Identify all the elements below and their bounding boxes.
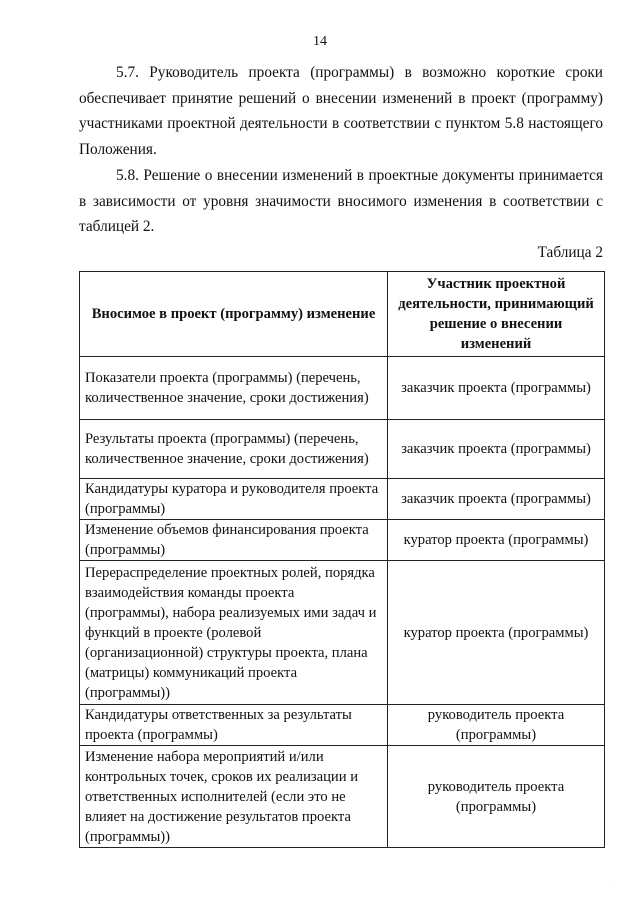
- paragraph-5-8: 5.8. Решение о внесении изменений в проектные документы принимается в зависимости от уровня значимости вносимого изменения в соответствии с таблицей 2.: [79, 167, 603, 235]
- cell-decision-maker: руководитель проекта (программы): [388, 705, 605, 746]
- cell-change: Изменение объемов финансирования проекта (программы): [80, 520, 388, 561]
- changes-table: [79, 271, 605, 848]
- cell-decision-maker: заказчик проекта (программы): [388, 479, 605, 520]
- cell-decision-maker: куратор проекта (программы): [388, 520, 605, 561]
- cell-decision-maker: заказчик проекта (программы): [388, 420, 605, 479]
- cell-change: Показатели проекта (программы) (перечень, количественное значение, сроки достижения): [80, 357, 388, 420]
- table-row: [80, 746, 605, 848]
- table-row: [80, 561, 605, 705]
- cell-change: Результаты проекта (программы) (перечень, количественное значение, сроки достижения): [80, 420, 388, 479]
- header-change: Вносимое в проект (программу) изменение: [80, 272, 388, 357]
- header-decision-maker: Участник проектной деятельности, принимающий решение о внесении изменений: [388, 272, 605, 357]
- table-row: [80, 705, 605, 746]
- cell-change: Перераспределение проектных ролей, порядка взаимодействия команды проекта (программы), набора реализуемых ими задач и функций в проекте (ролевой (организационной) структуры проекта, плана (матрицы) коммуникаций проекта (программы)): [80, 561, 388, 705]
- table-caption: Таблица 2: [537, 244, 603, 261]
- margin-mark: ·: [613, 876, 616, 885]
- cell-decision-maker: руководитель проекта (программы): [388, 746, 605, 848]
- table-row: [80, 420, 605, 479]
- table-row: [80, 520, 605, 561]
- cell-change: Кандидатуры куратора и руководителя проекта (программы): [80, 479, 388, 520]
- cell-change: Изменение набора мероприятий и/или контрольных точек, сроков их реализации и ответственных исполнителей (если это не влияет на достижение результатов проекта (программы)): [80, 746, 388, 848]
- paragraph-5-7: 5.7. Руководитель проекта (программы) в возможно короткие сроки обеспечивает принятие решений о внесении изменений в проект (программу) участниками проектной деятельности в соответствии с пунктом 5.8 настоящего Положения.: [79, 64, 603, 158]
- cell-change: Кандидатуры ответственных за результаты проекта (программы): [80, 705, 388, 746]
- table-row: [80, 357, 605, 420]
- table-row: [80, 479, 605, 520]
- cell-decision-maker: куратор проекта (программы): [388, 561, 605, 705]
- cell-decision-maker: заказчик проекта (программы): [388, 357, 605, 420]
- table-header-row: [80, 272, 605, 357]
- page-number: 14: [313, 34, 327, 49]
